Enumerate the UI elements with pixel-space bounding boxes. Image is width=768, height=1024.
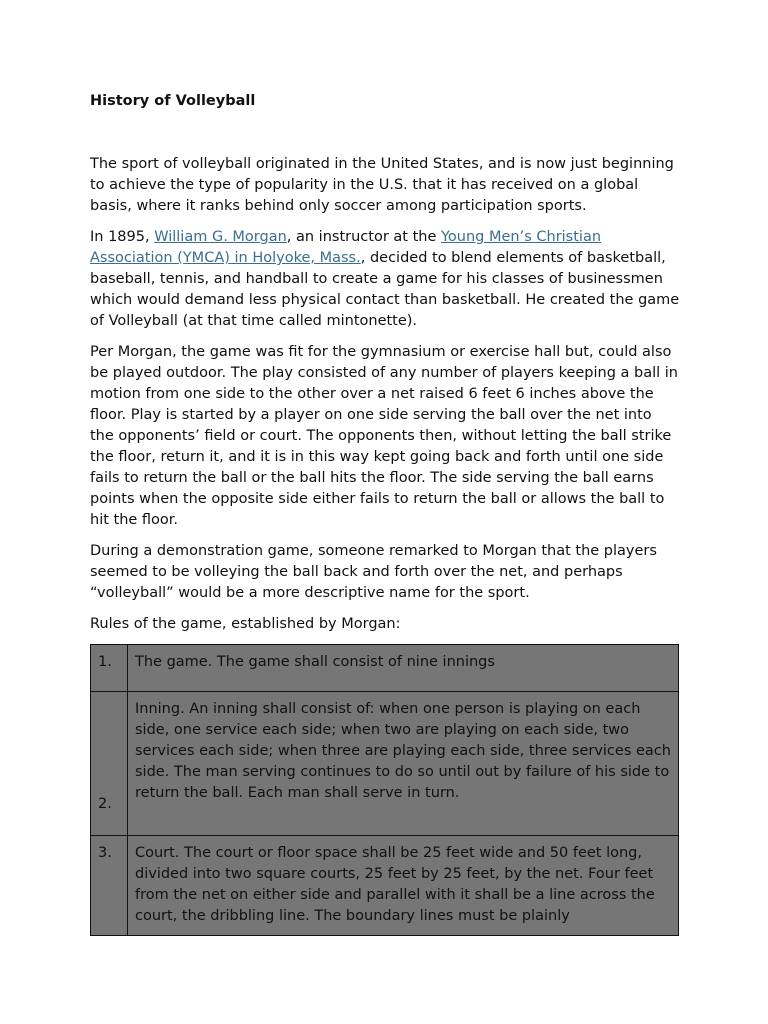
rule-number: 2. — [91, 692, 128, 836]
paragraph-invention — [90, 227, 680, 332]
paragraph-text: , an instructor at the — [286, 229, 441, 245]
paragraph-rules-intro: Rules of the game, established by Morgan: — [90, 616, 401, 632]
link-william-g-morgan[interactable]: William G. Morgan — [154, 229, 287, 245]
paragraph-text: In 1895, — [90, 229, 155, 245]
rule-number: 3. — [91, 836, 128, 936]
table-row — [91, 645, 679, 692]
paragraph-gameplay: Per Morgan, the game was fit for the gymnasium or exercise hall but, could also be played outdoor. The play consisted of any number of players keeping a ball in motion from one side to the other over a net raised 6 feet 6 inches above the floor. Play is started by a player on one side serving the ball over the net into the opponents’ field or court. The opponents then, without letting the ball strike the floor, return it, and it is in this way kept going back and forth until one side fails to return the ball or the ball hits the floor. The side serving the ball earns points when the opposite side either fails to return the ball or allows the ball to hit the floor. — [90, 344, 678, 528]
paragraph-naming: During a demonstration game, someone remarked to Morgan that the players seemed to be volleying the ball back and forth over the net, and perhaps “volleyball” would be a more descriptive name for the sport. — [90, 543, 657, 601]
table-row — [91, 836, 679, 936]
paragraph-text: , decided to blend elements of basketball, baseball, tennis, and handball to create a game for his classes of businessmen which would demand less physical contact than basketball. He created the game of Volleyball (at that time called mintonette). — [90, 250, 680, 329]
rules-table — [90, 644, 679, 936]
paragraph-origin: The sport of volleyball originated in the United States, and is now just beginning to achieve the type of popularity in the U.S. that it has received on a global basis, where it ranks behind only soccer among participation sports. — [90, 156, 674, 214]
rule-text: Inning. An inning shall consist of: when one person is playing on each side, one service each side; when two are playing on each side, two services each side; when three are playing each side, three services each side. The man serving continues to do so until out by failure of his side to return the ball. Each man shall serve in turn. — [128, 692, 679, 836]
link-ymca-holyoke[interactable]: Young Men’s Christian Association (YMCA) in Holyoke, Mass. — [90, 229, 602, 266]
rule-number: 1. — [91, 645, 128, 692]
document-body — [90, 154, 680, 645]
table-row — [91, 692, 679, 836]
rule-text: Court. The court or floor space shall be 25 feet wide and 50 feet long, divided into two square courts, 25 feet by 25 feet, by the net. Four feet from the net on either side and parallel with it shall be a line across the court, the dribbling line. The boundary lines must be plainly — [128, 836, 679, 936]
rule-text: The game. The game shall consist of nine innings — [128, 645, 679, 692]
document-title: History of Volleyball — [90, 93, 256, 109]
